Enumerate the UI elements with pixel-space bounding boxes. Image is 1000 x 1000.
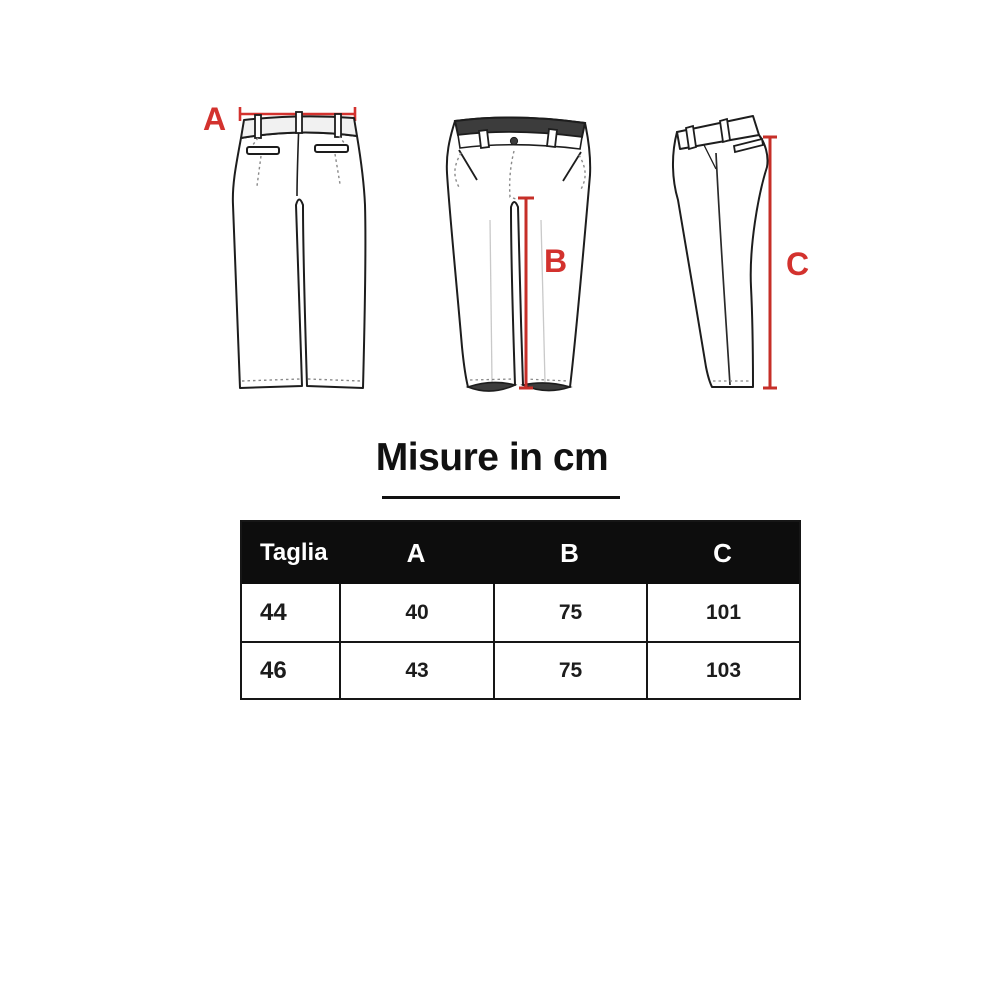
value-cell-b: 75 <box>493 584 646 641</box>
value-cell-c: 101 <box>646 584 799 641</box>
pants-back-view-drawing <box>195 90 375 420</box>
table-row <box>242 584 799 641</box>
waist-button-icon <box>510 137 517 144</box>
size-cell: 46 <box>242 641 339 698</box>
pants-side-view-drawing <box>650 95 830 425</box>
value-cell-c: 103 <box>646 641 799 698</box>
size-cell: 44 <box>260 598 287 626</box>
label-a: A <box>203 101 227 137</box>
value-cell-a: 40 <box>339 584 493 641</box>
pants-front-body <box>447 117 590 387</box>
size-table <box>240 520 801 700</box>
header-cell-taglia: Taglia <box>260 539 328 566</box>
pants-front-view-drawing <box>440 95 620 425</box>
value-cell-b: 75 <box>493 641 646 698</box>
label-c: C <box>786 246 810 282</box>
label-b: B <box>544 243 568 279</box>
table-row <box>242 641 799 698</box>
header-cell-a: A <box>406 537 426 568</box>
pants-side-body <box>673 132 768 387</box>
page-title: Misure in cm <box>375 436 609 479</box>
value-cell-a: 43 <box>339 641 493 698</box>
pants-back-body <box>233 132 366 388</box>
size-table-header-row <box>242 522 799 584</box>
title-underline <box>382 496 620 499</box>
header-cell-b: B <box>560 537 579 568</box>
header-cell-c: C <box>713 537 732 568</box>
